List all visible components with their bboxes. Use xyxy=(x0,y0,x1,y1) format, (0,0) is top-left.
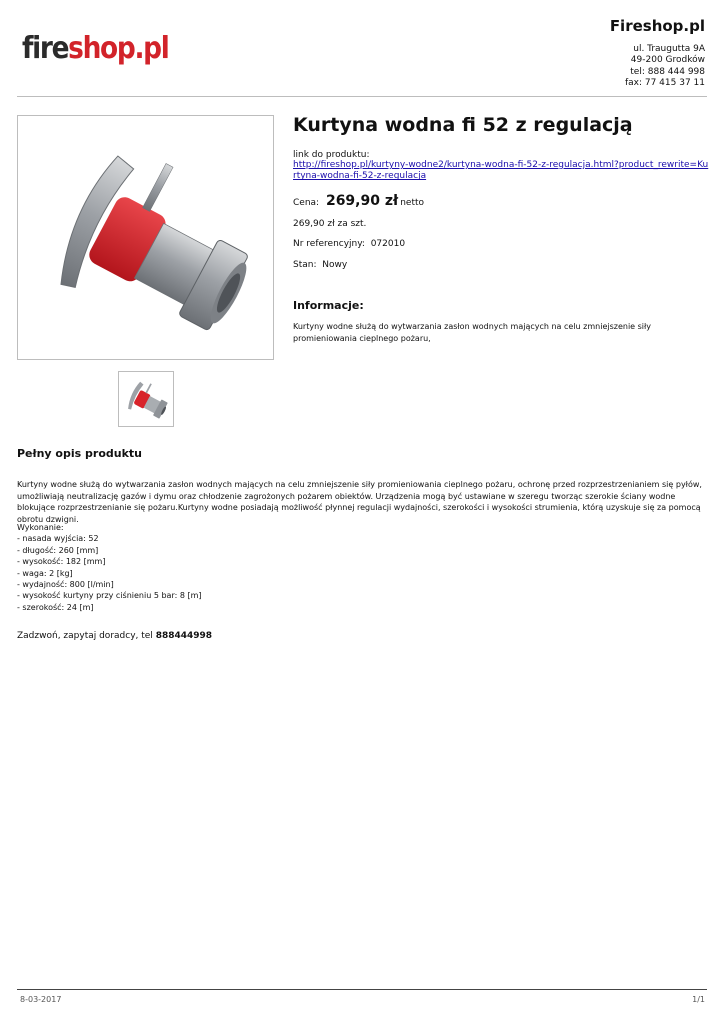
footer-date: 8-03-2017 xyxy=(20,995,62,1004)
shop-address xyxy=(625,44,705,90)
reference-row xyxy=(293,239,405,249)
state-label: Stan: xyxy=(293,260,317,270)
unit-price: 269,90 zł za szt. xyxy=(293,219,367,229)
water-curtain-nozzle-icon xyxy=(18,116,273,359)
spec-list xyxy=(17,522,202,613)
product-thumbnail[interactable] xyxy=(118,371,174,427)
logo-text-shop: shop.pl xyxy=(68,31,169,66)
description-heading: Pełny opis produktu xyxy=(17,447,142,460)
logo-text-fire: fire xyxy=(22,31,69,66)
price-row xyxy=(293,193,424,209)
product-title: Kurtyna wodna fi 52 z regulacją xyxy=(293,114,633,136)
logo[interactable] xyxy=(22,31,169,66)
spec-line: - waga: 2 [kg] xyxy=(17,568,73,578)
product-link-label: link do produktu: xyxy=(293,150,370,160)
call-phone: 888444998 xyxy=(155,631,213,641)
call-advisor xyxy=(17,631,212,641)
price-suffix: netto xyxy=(400,198,425,208)
info-text: Kurtyny wodne służą do wytwarzania zasłon wodnych mających na celu zmniejszenie siły promieniowania cieplnego pożaru, xyxy=(293,322,652,343)
footer-page: 1/1 xyxy=(692,995,705,1004)
call-text: Zadzwoń, zapytaj doradcy, tel xyxy=(17,631,153,641)
price-value: 269,90 zł xyxy=(325,193,399,209)
info-heading: Informacje: xyxy=(293,299,364,312)
address-street: ul. Traugutta 9A xyxy=(633,44,705,54)
header-divider xyxy=(17,96,707,97)
shop-name: Fireshop.pl xyxy=(609,17,705,35)
address-phone: tel: 888 444 998 xyxy=(630,66,705,77)
spec-line: - długość: 260 [mm] xyxy=(17,545,99,555)
water-curtain-nozzle-thumbnail-icon xyxy=(119,372,173,426)
footer-divider xyxy=(17,989,707,990)
spec-line: - szerokość: 24 [m] xyxy=(17,602,94,612)
description-paragraph: Kurtyny wodne służą do wytwarzania zasłon wodnych mających na celu zmniejszenie siły promieniowania cieplnego pożaru, ochronę przed rozprzestrzenianiem się pyłów, umożliwiają neutralizację gazów i dymu oraz chłodzenie zagrożonych pożarem obiektów. Urządzenia mogą być ustawiane w szeregu tworząc szerokie ściany wodne blokujące rozprzestrzenianie się pożaru.Kurtyny wodne posiadają możliwość płynnej regulacji wydajności, szerokości i wysokości strumienia, którą uzyskuje się za pomocą obrotu dzwigni. xyxy=(17,480,702,524)
state-row xyxy=(293,260,347,270)
spec-line: Wykonanie: xyxy=(17,523,64,532)
reference-label: Nr referencyjny: xyxy=(293,239,365,249)
state-value: Nowy xyxy=(322,260,348,270)
address-city: 49-200 Grodków xyxy=(630,55,705,66)
spec-line: - wydajność: 800 [l/min] xyxy=(17,580,114,590)
reference-value: 072010 xyxy=(370,239,406,249)
spec-line: - wysokość: 182 [mm] xyxy=(17,557,106,567)
product-link[interactable]: http://fireshop.pl/kurtyny-wodne2/kurtyna-wodna-fi-52-z-regulacja.html?product_rewrite=Kurtyna-wodna-fi-52-z-regulacja xyxy=(293,160,709,182)
price-label: Cena: xyxy=(293,198,320,208)
spec-line: - nasada wyjścia: 52 xyxy=(17,534,99,544)
address-fax: fax: 77 415 37 11 xyxy=(624,78,705,89)
spec-line: - wysokość kurtyny przy ciśnieniu 5 bar: 8 [m] xyxy=(17,591,202,601)
product-main-image[interactable] xyxy=(17,115,274,360)
